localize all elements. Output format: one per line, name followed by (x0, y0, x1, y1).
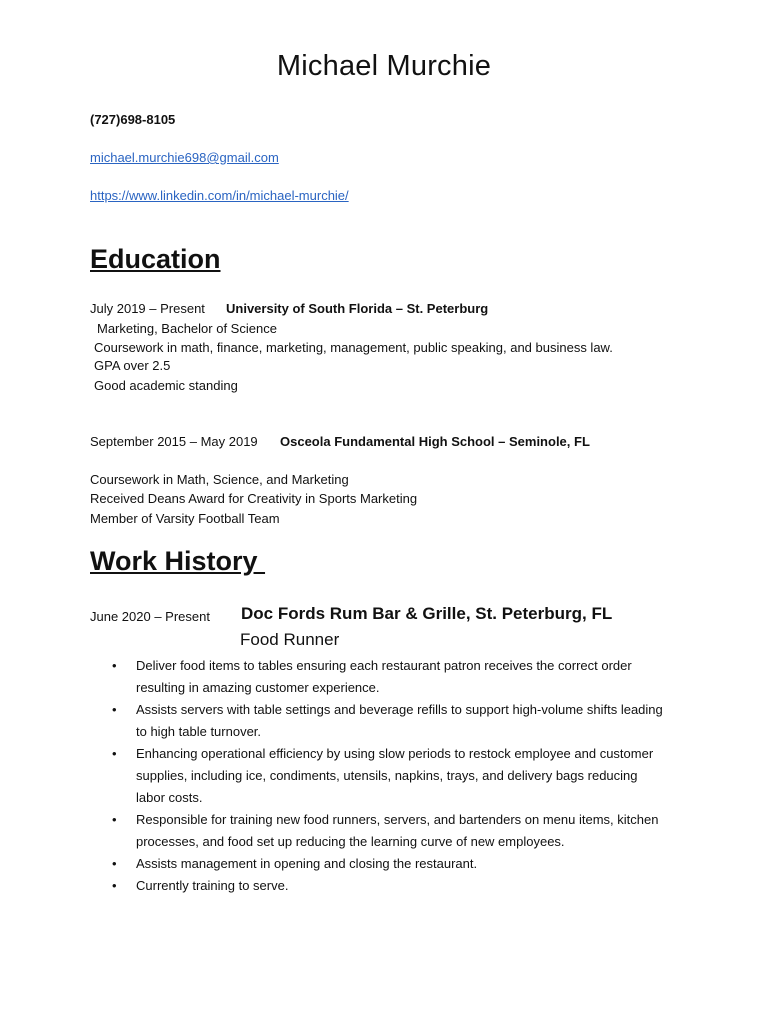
bullet-text: Assists servers with table settings and beverage refills to support high-volume shifts leading to high table turnover. (136, 702, 663, 739)
education-entry-1-detail: GPA over 2.5 (94, 358, 171, 373)
bullet-text: Assists management in opening and closing the restaurant. (136, 856, 478, 871)
bullet-icon: • (112, 856, 117, 871)
job-1-dates: June 2020 – Present (90, 609, 210, 624)
education-entry-1-header (90, 301, 488, 316)
list-item (108, 699, 668, 743)
work-history-heading: Work History (90, 546, 266, 576)
education-entry-2-dates: September 2015 – May 2019 (90, 434, 258, 449)
email-line (90, 150, 279, 165)
bullet-text: Enhancing operational efficiency by using slow periods to restock employee and customer supplies, including ice, condiments, utensils, napkins, trays, and delivery bags reducing labor costs. (136, 746, 654, 805)
job-1-bullet-list (108, 655, 668, 897)
job-1-employer: Doc Fords Rum Bar & Grille, St. Peterburg, FL (241, 604, 613, 623)
bullet-icon: • (112, 812, 117, 827)
list-item (108, 655, 668, 699)
bullet-icon: • (112, 658, 117, 673)
bullet-text: Currently training to serve. (136, 878, 289, 893)
education-entry-2-detail: Received Deans Award for Creativity in Sports Marketing (90, 491, 418, 506)
linkedin-line (90, 188, 349, 203)
education-entry-2-detail: Coursework in Math, Science, and Marketing (90, 472, 349, 487)
list-item (108, 809, 668, 853)
education-entry-1-institution: University of South Florida – St. Peterburg (226, 301, 489, 316)
bullet-icon: • (112, 702, 117, 717)
education-entry-2-institution: Osceola Fundamental High School – Seminole, FL (280, 434, 590, 449)
candidate-name: Michael Murchie (276, 50, 492, 82)
education-entry-2-detail: Member of Varsity Football Team (90, 511, 280, 526)
bullet-text: Deliver food items to tables ensuring each restaurant patron receives the correct order resulting in amazing customer experience. (136, 658, 632, 695)
bullet-icon: • (112, 878, 117, 893)
education-entry-1-detail: Good academic standing (94, 378, 238, 393)
email-link[interactable]: michael.murchie698@gmail.com (90, 150, 279, 165)
list-item (108, 875, 668, 897)
bullet-text: Responsible for training new food runners, servers, and bartenders on menu items, kitchen processes, and food set up reducing the learning curve of new employees. (136, 812, 659, 849)
phone-number: (727)698-8105 (90, 112, 176, 127)
bullet-icon: • (112, 746, 117, 761)
education-entry-2-header (90, 434, 590, 449)
education-entry-1-detail: Marketing, Bachelor of Science (97, 321, 277, 336)
education-entry-1-detail: Coursework in math, finance, marketing, management, public speaking, and business law. (94, 340, 613, 355)
list-item (108, 853, 668, 875)
list-item (108, 743, 668, 809)
education-heading: Education (90, 244, 221, 274)
linkedin-link[interactable]: https://www.linkedin.com/in/michael-murchie/ (90, 188, 349, 203)
education-entry-1-dates: July 2019 – Present (90, 301, 205, 316)
job-1-title: Food Runner (240, 630, 340, 649)
